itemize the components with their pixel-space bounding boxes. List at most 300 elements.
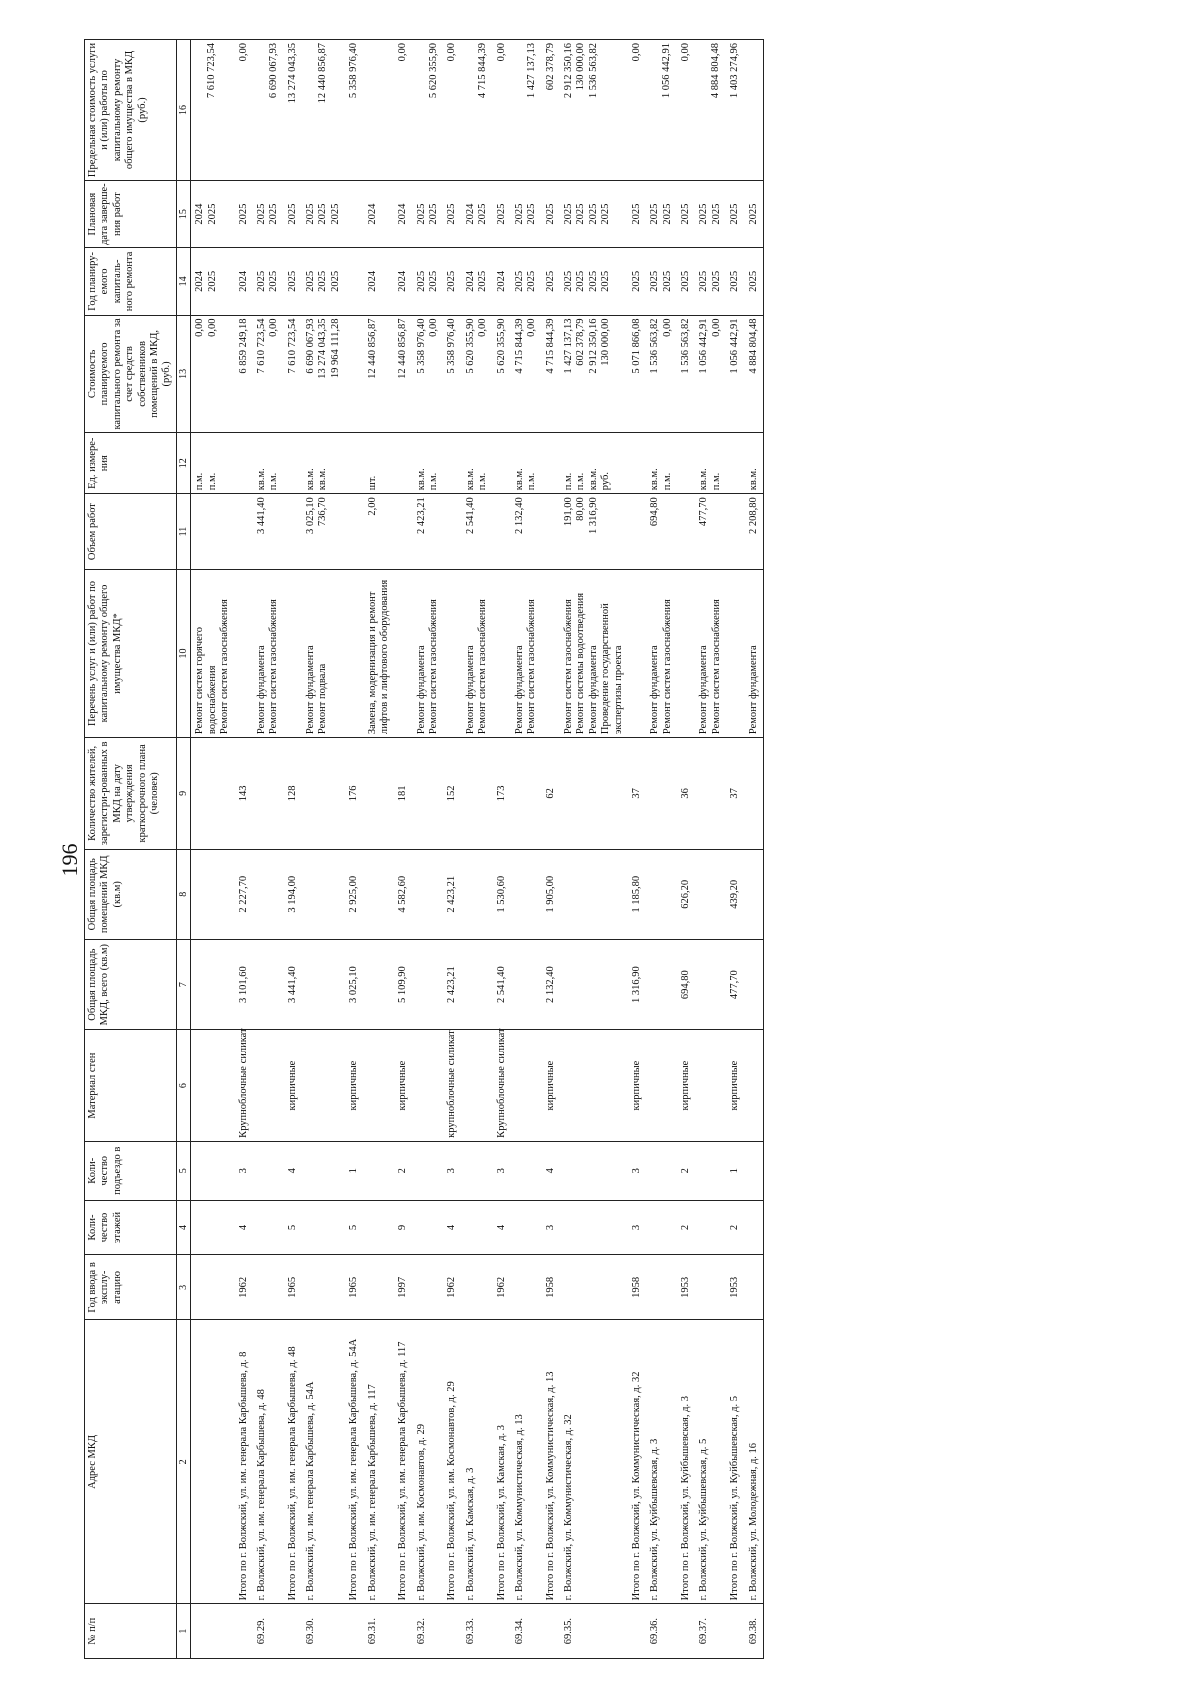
repair-cost-cell bbox=[253, 315, 284, 433]
year-built-cell: 1962 bbox=[443, 1255, 461, 1320]
completion-date-line: 2025 bbox=[446, 203, 458, 225]
address-line: г. Волжский, ул. Молодежная, д. 16 bbox=[747, 1442, 759, 1601]
completion-date-line: 2025 bbox=[680, 203, 692, 225]
completion-date-cell bbox=[695, 180, 726, 247]
premises-area-cell bbox=[646, 849, 677, 939]
repair-cost-line: 5 620 355,90 bbox=[464, 318, 476, 374]
works-list-line: Ремонт фундамента bbox=[513, 645, 525, 735]
completion-date-line: 2025 bbox=[428, 203, 440, 225]
wall-material-cell bbox=[726, 1030, 744, 1141]
column-number: 11 bbox=[176, 494, 191, 570]
repair-cost-cell bbox=[745, 315, 764, 433]
unit-line: кв.м. bbox=[747, 468, 759, 491]
address-cell bbox=[443, 1320, 461, 1604]
address-cell bbox=[302, 1320, 345, 1604]
repair-cost-line: 0,00 bbox=[526, 318, 538, 337]
residents-cell: 181 bbox=[394, 738, 412, 849]
works-list-cell bbox=[695, 569, 726, 737]
completion-date-cell bbox=[191, 180, 235, 247]
works-list-cell bbox=[394, 569, 412, 737]
year-built-cell bbox=[745, 1255, 764, 1320]
floors-cell bbox=[745, 1200, 764, 1255]
completion-date-line: 2025 bbox=[630, 203, 642, 225]
repair-cost-cell bbox=[413, 315, 444, 433]
floors-cell bbox=[646, 1200, 677, 1255]
completion-date-cell bbox=[443, 180, 461, 247]
premises-area-cell bbox=[462, 849, 493, 939]
unit-line: п.м. bbox=[206, 472, 218, 491]
address-line: Итого по г. Волжский, ул. Коммунистическая, д. 32 bbox=[630, 1371, 642, 1601]
wall-material-line: крупноблочные силикат bbox=[446, 1030, 458, 1138]
repair-cost-line: 0,00 bbox=[661, 318, 673, 337]
completion-date-cell bbox=[302, 180, 345, 247]
residents-cell bbox=[364, 738, 395, 849]
table-row bbox=[511, 40, 542, 1659]
repair-cost-line: 4 884 804,48 bbox=[747, 318, 759, 374]
residents-cell bbox=[745, 738, 764, 849]
completion-date-cell bbox=[364, 180, 395, 247]
repair-cost-line: 0,00 bbox=[428, 318, 440, 337]
repair-year-cell bbox=[394, 248, 412, 315]
wall-material-cell bbox=[253, 1030, 284, 1141]
completion-date-line: 2025 bbox=[513, 203, 525, 225]
column-number: 4 bbox=[176, 1200, 191, 1255]
premises-area-cell: 4 582,60 bbox=[394, 849, 412, 939]
repair-year-line: 2025 bbox=[661, 270, 673, 292]
row-number-cell bbox=[628, 1604, 646, 1659]
unit-cell bbox=[443, 433, 461, 494]
repair-year-line: 2025 bbox=[446, 270, 458, 292]
unit-cell bbox=[394, 433, 412, 494]
work-volume-cell bbox=[695, 494, 726, 570]
header-cell: Перечень услуг и (или) работ по капитальному ремонту общего имущества МКД* bbox=[85, 569, 177, 737]
repair-cost-cell bbox=[364, 315, 395, 433]
works-list-cell bbox=[191, 569, 235, 737]
row-number-cell: 69.31. bbox=[364, 1604, 395, 1659]
unit-cell bbox=[462, 433, 493, 494]
total-area-cell: 2 541,40 bbox=[493, 939, 511, 1029]
rotated-table-wrapper bbox=[84, 39, 1164, 1659]
address-cell bbox=[695, 1320, 726, 1604]
work-volume-line: 2 423,21 bbox=[415, 497, 427, 534]
repair-cost-cell bbox=[443, 315, 461, 433]
repair-year-cell bbox=[677, 248, 695, 315]
year-built-cell bbox=[462, 1255, 493, 1320]
address-cell bbox=[628, 1320, 646, 1604]
cost-limit-cell bbox=[695, 40, 726, 181]
address-cell bbox=[345, 1320, 363, 1604]
cost-limit-cell bbox=[413, 40, 444, 181]
wall-material-cell bbox=[560, 1030, 628, 1141]
address-cell bbox=[677, 1320, 695, 1604]
premises-area-cell: 1 530,60 bbox=[493, 849, 511, 939]
row-number-cell bbox=[345, 1604, 363, 1659]
completion-date-line: 2024 bbox=[397, 203, 409, 225]
total-area-cell bbox=[695, 939, 726, 1029]
column-number: 8 bbox=[176, 849, 191, 939]
repair-year-line: 2025 bbox=[286, 270, 298, 292]
repair-cost-cell bbox=[646, 315, 677, 433]
total-area-cell bbox=[191, 939, 235, 1029]
unit-line: кв.м. bbox=[305, 468, 317, 491]
total-area-cell bbox=[253, 939, 284, 1029]
address-line: г. Волжский, ул. им. генерала Карбышева, д. 54А bbox=[305, 1381, 317, 1601]
unit-line: кв.м. bbox=[464, 468, 476, 491]
repair-year-line: 2025 bbox=[544, 270, 556, 292]
total-area-cell: 3 441,40 bbox=[284, 939, 302, 1029]
entrances-cell bbox=[646, 1141, 677, 1200]
wall-material-cell bbox=[695, 1030, 726, 1141]
total-area-cell bbox=[462, 939, 493, 1029]
repair-cost-cell bbox=[345, 315, 363, 433]
wall-material-cell bbox=[284, 1030, 302, 1141]
address-cell bbox=[542, 1320, 560, 1604]
unit-line: п.м. bbox=[477, 472, 489, 491]
table-row-total bbox=[235, 40, 253, 1659]
work-volume-line: 80,00 bbox=[575, 497, 587, 521]
repair-year-cell bbox=[413, 248, 444, 315]
total-area-cell: 5 109,90 bbox=[394, 939, 412, 1029]
table-row bbox=[462, 40, 493, 1659]
cost-limit-cell bbox=[745, 40, 764, 181]
unit-cell bbox=[695, 433, 726, 494]
repair-year-cell bbox=[726, 248, 744, 315]
repair-year-line: 2024 bbox=[366, 270, 378, 292]
row-number-cell bbox=[677, 1604, 695, 1659]
address-line: Итого по г. Волжский, ул. Куйбышевская, д. 3 bbox=[680, 1396, 692, 1601]
work-volume-line: 694,80 bbox=[649, 497, 661, 527]
cost-limit-cell bbox=[235, 40, 253, 181]
cost-limit-line bbox=[649, 43, 661, 177]
completion-date-line: 2025 bbox=[477, 203, 489, 225]
works-list-line: Ремонт фундамента bbox=[464, 645, 476, 735]
completion-date-line: 2025 bbox=[698, 203, 710, 225]
repair-cost-line: 6 690 067,93 bbox=[305, 318, 317, 374]
unit-line: кв.м. bbox=[649, 468, 661, 491]
wall-material-line: кирпичные bbox=[630, 1060, 642, 1111]
cost-limit-cell bbox=[443, 40, 461, 181]
cost-limit-line: 5 620 355,90 bbox=[427, 43, 439, 99]
total-area-cell bbox=[364, 939, 395, 1029]
work-volume-line: 191,00 bbox=[563, 497, 575, 527]
year-built-cell: 1965 bbox=[345, 1255, 363, 1320]
cost-limit-line: 1 056 442,91 bbox=[661, 43, 673, 99]
work-volume-cell bbox=[302, 494, 345, 570]
address-cell bbox=[253, 1320, 284, 1604]
column-number: 1 bbox=[176, 1604, 191, 1659]
work-volume-line: 2,00 bbox=[366, 497, 378, 516]
floors-cell: 4 bbox=[493, 1200, 511, 1255]
table-row-total bbox=[542, 40, 560, 1659]
repair-year-line: 2025 bbox=[477, 270, 489, 292]
address-line: Итого по г. Волжский, ул. им. генерала Карбышева, д. 8 bbox=[237, 1351, 249, 1601]
works-list-line: Ремонт фундамента bbox=[587, 645, 599, 735]
work-volume-line: 1 316,90 bbox=[587, 497, 599, 534]
work-volume-line: 2 132,40 bbox=[513, 497, 525, 534]
total-area-cell: 3 101,60 bbox=[235, 939, 253, 1029]
address-cell bbox=[413, 1320, 444, 1604]
repair-year-cell bbox=[493, 248, 511, 315]
table-row-total bbox=[394, 40, 412, 1659]
total-area-cell: 477,70 bbox=[726, 939, 744, 1029]
work-volume-cell bbox=[394, 494, 412, 570]
total-area-cell bbox=[302, 939, 345, 1029]
work-volume-cell bbox=[284, 494, 302, 570]
address-cell bbox=[394, 1320, 412, 1604]
year-built-cell bbox=[695, 1255, 726, 1320]
premises-area-cell: 626,20 bbox=[677, 849, 695, 939]
table-row bbox=[560, 40, 628, 1659]
work-volume-cell bbox=[542, 494, 560, 570]
address-line: Итого по г. Волжский, ул. им. генерала Карбышева, д. 54А bbox=[348, 1338, 360, 1601]
header-cell: Общая площадь МКД, всего (кв.м) bbox=[85, 939, 177, 1029]
residents-cell bbox=[253, 738, 284, 849]
column-number: 14 bbox=[176, 248, 191, 315]
unit-line: кв.м. bbox=[255, 468, 267, 491]
works-list-line: Ремонт подвала bbox=[317, 663, 329, 735]
works-list-cell bbox=[462, 569, 493, 737]
works-list-cell bbox=[646, 569, 677, 737]
wall-material-cell bbox=[493, 1030, 511, 1141]
repair-year-line: 2025 bbox=[649, 270, 661, 292]
cost-limit-cell bbox=[493, 40, 511, 181]
repair-cost-line: 1 056 442,91 bbox=[698, 318, 710, 374]
entrances-cell bbox=[253, 1141, 284, 1200]
total-area-cell bbox=[511, 939, 542, 1029]
repair-year-line: 2025 bbox=[268, 270, 280, 292]
completion-date-line: 2025 bbox=[710, 203, 722, 225]
total-area-cell: 2 132,40 bbox=[542, 939, 560, 1029]
repair-cost-cell bbox=[394, 315, 412, 433]
work-volume-cell bbox=[628, 494, 646, 570]
repair-year-cell bbox=[302, 248, 345, 315]
repair-cost-line: 0,00 bbox=[206, 318, 218, 337]
repair-cost-line: 1 536 563,82 bbox=[649, 318, 661, 374]
repair-cost-cell bbox=[284, 315, 302, 433]
works-list-line: Проведение государственной экспертизы проекта bbox=[600, 603, 624, 735]
floors-cell: 2 bbox=[677, 1200, 695, 1255]
repair-cost-cell bbox=[726, 315, 744, 433]
cost-limit-line: 0,00 bbox=[630, 43, 642, 62]
wall-material-line: кирпичные bbox=[729, 1060, 741, 1111]
row-number-cell: 69.29. bbox=[253, 1604, 284, 1659]
residents-cell: 143 bbox=[235, 738, 253, 849]
repair-year-line: 2025 bbox=[747, 270, 759, 292]
repair-cost-line: 2 912 350,16 bbox=[587, 318, 599, 374]
residents-cell bbox=[695, 738, 726, 849]
repair-cost-line: 1 056 442,91 bbox=[729, 318, 741, 374]
works-list-line: Ремонт фундамента bbox=[649, 645, 661, 735]
works-list-cell bbox=[542, 569, 560, 737]
repair-year-line: 2025 bbox=[317, 270, 329, 292]
row-number-cell bbox=[493, 1604, 511, 1659]
works-list-cell bbox=[345, 569, 363, 737]
cost-limit-line bbox=[305, 43, 317, 177]
unit-line: кв.м. bbox=[317, 468, 329, 491]
column-number: 13 bbox=[176, 315, 191, 433]
repair-year-line: 2025 bbox=[600, 270, 612, 292]
address-cell bbox=[462, 1320, 493, 1604]
repair-year-line: 2024 bbox=[237, 270, 249, 292]
wall-material-cell bbox=[364, 1030, 395, 1141]
total-area-cell: 694,80 bbox=[677, 939, 695, 1029]
unit-line: кв.м. bbox=[698, 468, 710, 491]
address-line: Итого по г. Волжский, ул. им. Космонавтов, д. 29 bbox=[446, 1381, 458, 1601]
works-list-cell bbox=[443, 569, 461, 737]
unit-cell bbox=[646, 433, 677, 494]
premises-area-cell bbox=[695, 849, 726, 939]
repair-year-cell bbox=[560, 248, 628, 315]
works-list-line: Ремонт систем газоснабжения bbox=[268, 599, 280, 735]
repair-year-line: 2024 bbox=[194, 270, 206, 292]
repair-cost-line: 7 610 723,54 bbox=[286, 318, 298, 374]
capital-repair-table bbox=[84, 39, 764, 1659]
header-cell: Ед. измере-ния bbox=[85, 433, 177, 494]
unit-line: п.м. bbox=[268, 472, 280, 491]
cost-limit-line bbox=[514, 43, 526, 177]
repair-cost-cell bbox=[560, 315, 628, 433]
repair-year-line: 2025 bbox=[428, 270, 440, 292]
works-list-line: Ремонт систем газоснабжения bbox=[428, 599, 440, 735]
table-row-total bbox=[345, 40, 363, 1659]
repair-cost-line: 12 440 856,87 bbox=[366, 318, 378, 379]
repair-year-cell bbox=[542, 248, 560, 315]
repair-cost-line: 19 964 111,28 bbox=[329, 318, 341, 379]
repair-year-line: 2025 bbox=[513, 270, 525, 292]
table-row-total bbox=[628, 40, 646, 1659]
address-line: Итого по г. Волжский, ул. им. генерала Карбышева, д. 117 bbox=[397, 1341, 409, 1601]
header-cell: Предельная стоимость услуги и (или) работы по капитальному ремонту общего имущества в МКД (руб.) bbox=[85, 40, 177, 181]
works-list-line: Ремонт систем газоснабжения bbox=[563, 599, 575, 735]
completion-date-cell bbox=[345, 180, 363, 247]
residents-cell bbox=[560, 738, 628, 849]
premises-area-cell bbox=[745, 849, 764, 939]
wall-material-line: кирпичные bbox=[348, 1060, 360, 1111]
header-row bbox=[85, 40, 177, 1659]
floors-cell: 2 bbox=[726, 1200, 744, 1255]
completion-date-cell bbox=[284, 180, 302, 247]
table-row bbox=[364, 40, 395, 1659]
work-volume-cell bbox=[235, 494, 253, 570]
header-cell: Количество жителей, зарегистри-рованных в МКД на дату утверждения краткосрочного плана (человек) bbox=[85, 738, 177, 849]
completion-date-cell bbox=[235, 180, 253, 247]
wall-material-line: Крупноблочные силикат bbox=[237, 1028, 249, 1138]
repair-year-line: 2025 bbox=[575, 270, 587, 292]
year-built-cell bbox=[364, 1255, 395, 1320]
entrances-cell bbox=[695, 1141, 726, 1200]
completion-date-cell bbox=[677, 180, 695, 247]
premises-area-cell bbox=[364, 849, 395, 939]
repair-year-cell bbox=[253, 248, 284, 315]
cost-limit-line bbox=[465, 43, 477, 177]
premises-area-cell: 439,20 bbox=[726, 849, 744, 939]
works-list-cell bbox=[511, 569, 542, 737]
year-built-cell bbox=[302, 1255, 345, 1320]
completion-date-line: 2025 bbox=[206, 203, 218, 225]
repair-year-line: 2025 bbox=[698, 270, 710, 292]
header-cell: Объем работ bbox=[85, 494, 177, 570]
table-row-total bbox=[284, 40, 302, 1659]
cost-limit-line: 13 274 043,35 bbox=[286, 43, 298, 104]
wall-material-cell bbox=[646, 1030, 677, 1141]
address-line: Итого по г. Волжский, ул. Коммунистическая, д. 13 bbox=[544, 1371, 556, 1601]
floors-cell bbox=[511, 1200, 542, 1255]
row-number-cell bbox=[191, 1604, 235, 1659]
address-cell bbox=[726, 1320, 744, 1604]
cost-limit-cell bbox=[511, 40, 542, 181]
cost-limit-cell bbox=[302, 40, 345, 181]
unit-cell bbox=[677, 433, 695, 494]
floors-cell: 3 bbox=[542, 1200, 560, 1255]
completion-date-line: 2025 bbox=[544, 203, 556, 225]
cost-limit-line: 6 690 067,93 bbox=[267, 43, 279, 99]
wall-material-cell bbox=[235, 1030, 253, 1141]
repair-year-line: 2025 bbox=[305, 270, 317, 292]
unit-cell bbox=[253, 433, 284, 494]
unit-line: шт. bbox=[366, 475, 378, 491]
cost-limit-line: 0,00 bbox=[237, 43, 249, 62]
table-row bbox=[302, 40, 345, 1659]
cost-limit-line bbox=[194, 43, 206, 177]
row-number-cell: 69.32. bbox=[413, 1604, 444, 1659]
repair-year-cell bbox=[284, 248, 302, 315]
cost-limit-cell bbox=[560, 40, 628, 181]
entrances-cell: 1 bbox=[726, 1141, 744, 1200]
address-cell bbox=[235, 1320, 253, 1604]
unit-line: п.м. bbox=[575, 472, 587, 491]
year-built-cell bbox=[646, 1255, 677, 1320]
unit-cell bbox=[413, 433, 444, 494]
floors-cell: 5 bbox=[345, 1200, 363, 1255]
column-number: 10 bbox=[176, 569, 191, 737]
address-line: г. Волжский, ул. Коммунистическая, д. 32 bbox=[563, 1414, 575, 1601]
works-list-cell bbox=[364, 569, 395, 737]
unit-line: руб. bbox=[600, 472, 612, 491]
residents-cell bbox=[413, 738, 444, 849]
unit-cell bbox=[235, 433, 253, 494]
entrances-cell: 4 bbox=[284, 1141, 302, 1200]
header-cell: Коли-чество этажей bbox=[85, 1200, 177, 1255]
address-cell bbox=[191, 1320, 235, 1604]
work-volume-line: 736,70 bbox=[317, 497, 329, 527]
row-number-cell bbox=[235, 1604, 253, 1659]
cost-limit-line: 7 610 723,54 bbox=[206, 43, 218, 99]
residents-cell bbox=[302, 738, 345, 849]
address-line: г. Волжский, ул. Куйбышевская, д. 5 bbox=[698, 1438, 710, 1601]
completion-date-cell bbox=[413, 180, 444, 247]
year-built-cell: 1962 bbox=[493, 1255, 511, 1320]
wall-material-cell bbox=[511, 1030, 542, 1141]
address-line: г. Волжский, ул. им. Космонавтов, д. 29 bbox=[415, 1423, 427, 1601]
works-list-line: Ремонт систем газоснабжения bbox=[526, 599, 538, 735]
year-built-cell: 1958 bbox=[628, 1255, 646, 1320]
floors-cell bbox=[302, 1200, 345, 1255]
repair-cost-line: 1 427 137,13 bbox=[563, 318, 575, 374]
address-cell bbox=[493, 1320, 511, 1604]
table-row-total bbox=[191, 40, 235, 1659]
table-row bbox=[745, 40, 764, 1659]
row-number-cell: 69.33. bbox=[462, 1604, 493, 1659]
floors-cell: 5 bbox=[284, 1200, 302, 1255]
repair-cost-cell bbox=[235, 315, 253, 433]
repair-year-cell bbox=[745, 248, 764, 315]
floors-cell bbox=[253, 1200, 284, 1255]
works-list-line: Ремонт систем газоснабжения bbox=[219, 599, 231, 735]
premises-area-cell: 1 905,00 bbox=[542, 849, 560, 939]
entrances-cell bbox=[511, 1141, 542, 1200]
works-list-cell bbox=[493, 569, 511, 737]
column-number: 9 bbox=[176, 738, 191, 849]
